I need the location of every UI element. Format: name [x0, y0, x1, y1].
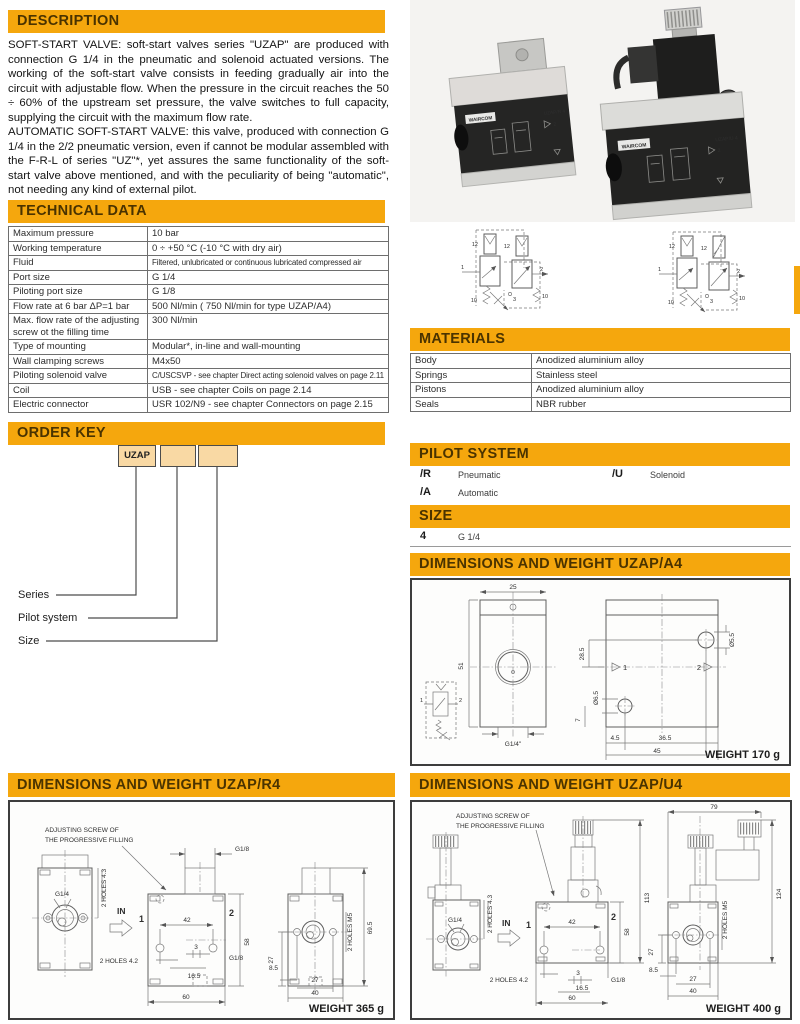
table-row	[9, 369, 389, 384]
materials-header	[410, 328, 790, 351]
u4-drawing-svg	[412, 802, 790, 1014]
a4-dim-51: 51	[458, 662, 465, 670]
size-title: SIZE	[419, 508, 453, 524]
order-key-box-series: UZAP	[118, 445, 156, 467]
table-row	[411, 368, 791, 383]
pilot-code-a: /A	[420, 486, 431, 498]
u4-dim-27-side: 27	[648, 948, 655, 956]
a4-dim-25: 25	[509, 584, 517, 591]
row-label: Fluid	[9, 256, 148, 271]
a4-port1: 1	[623, 663, 628, 672]
dimensions-a4-drawing	[410, 578, 791, 766]
row-value: 0 ÷ +50 °C (-10 °C with dry air)	[148, 241, 389, 256]
a4-drawing-svg	[412, 580, 789, 760]
u4-dim-g18: G1/8	[611, 977, 626, 984]
u4-dim-2holes42: 2 HOLES 4.2	[489, 977, 528, 984]
row-value: NBR rubber	[532, 397, 791, 412]
u4-dim-2holesM5: 2 HOLES M5	[722, 900, 729, 940]
u4-dim-40: 40	[689, 988, 697, 995]
row-label: Working temperature	[9, 241, 148, 256]
order-key-diagram	[8, 445, 389, 650]
dimensions-a4-title: DIMENSIONS AND WEIGHT UZAP/A4	[419, 556, 683, 572]
table-row	[9, 270, 389, 285]
sch-label-1: 1	[658, 267, 662, 273]
r4-dim-8-5: 8.5	[268, 965, 278, 972]
sch-label-2: 2	[540, 267, 544, 273]
dimensions-r4-header	[8, 773, 395, 797]
dimensions-u4-drawing	[410, 800, 792, 1020]
pilot-label-automatic: Automatic	[458, 488, 499, 498]
pilot-label-solenoid: Solenoid	[650, 470, 686, 480]
a4-dim-g14: G1/4"	[504, 741, 522, 748]
table-row	[9, 398, 389, 413]
description-paragraph-2: AUTOMATIC SOFT-START VALVE: this valve, produced with connection G 1/4 in the 2/2 pneumatic version, even if cannot be modular assembled with the F-R-L of series "UZ"*, yet assures the same functionality of the soft-start valve above mentioned, and with the peculiarity of being "automatic", not needing any kind of external pilot.	[8, 126, 389, 197]
in-arrow-icon	[110, 920, 132, 936]
u4-in-label: IN	[502, 918, 511, 928]
sch-label-10: 10	[739, 296, 746, 302]
r4-dim-g18-bottom: G1/8	[229, 955, 244, 962]
a4-symbol-port1: 1	[419, 698, 423, 704]
row-label: Piloting solenoid valve	[9, 369, 148, 384]
u4-dim-124: 124	[776, 888, 783, 900]
a4-dim-36-5: 36.5	[658, 735, 672, 742]
valve1-model-label: UZAP/R 4	[543, 109, 566, 117]
technical-data-title: TECHNICAL DATA	[17, 203, 147, 219]
r4-dim-27-side: 27	[268, 956, 275, 964]
row-label: Body	[411, 354, 532, 369]
r4-dim-2holes43: 2 HOLES 4.3	[101, 868, 108, 908]
r4-dim-69-5: 69.5	[367, 921, 374, 935]
u4-port2: 2	[611, 912, 617, 922]
row-value: USR 102/N9 - see chapter Connectors on page 2.15	[148, 398, 389, 413]
row-label: Flow rate at 6 bar ΔP=1 bar	[9, 299, 148, 314]
row-value: C/USCSVP - see chapter Direct acting solenoid valves on page 2.11	[148, 369, 389, 384]
u4-note-line2: THE PROGRESSIVE FILLING	[456, 823, 545, 830]
row-label: Max. flow rate of the adjusting screw ot the filling time	[9, 314, 148, 340]
technical-data-table	[8, 226, 389, 413]
description-paragraph-1: SOFT-START VALVE: soft-start valves series "UZAP" are produced with connection G 1/4 in the pneumatic and solenoid actuated versions. The working of the soft-start valve consists in feeding gradually air into the circuit with adjustable flow. When the pressure in the circuit reaches the 50 ÷ 60% of the upstream set pressure, the valve switches to full capacity, supplying the circuit with the maximum flow rate.	[8, 39, 389, 124]
pilot-code-r: /R	[420, 468, 431, 480]
r4-dim-16-5: 16.5	[187, 973, 201, 980]
table-row	[9, 299, 389, 314]
row-label: Wall clamping screws	[9, 354, 148, 369]
product-photos	[410, 0, 795, 325]
port2-mark: 2	[717, 147, 721, 155]
a4-dim-4-5: 4.5	[610, 735, 620, 742]
row-label: Seals	[411, 397, 532, 412]
dimensions-u4-header	[410, 773, 790, 797]
materials-table	[410, 353, 791, 412]
table-row	[9, 285, 389, 300]
port2-mark: 2	[553, 121, 557, 128]
dimensions-u4-title: DIMENSIONS AND WEIGHT UZAP/U4	[419, 777, 683, 793]
row-label: Maximum pressure	[9, 227, 148, 242]
u4-dim-27-bottom: 27	[689, 976, 697, 983]
r4-dim-g14: G1/4	[54, 891, 70, 898]
brand-logo: WAIRCOM	[621, 142, 647, 151]
dimensions-r4-title: DIMENSIONS AND WEIGHT UZAP/R4	[17, 777, 281, 793]
knurled-cap-icon	[667, 17, 699, 20]
row-value: Filtered, unlubricated or continuous lubricated compressed air	[148, 256, 389, 271]
row-label: Port size	[9, 270, 148, 285]
table-row	[9, 314, 389, 340]
u4-dim-3: 3	[576, 970, 580, 977]
r4-in-label: IN	[117, 906, 126, 916]
table-row	[9, 383, 389, 398]
row-value: Anodized aluminium alloy	[532, 383, 791, 398]
order-key-box-size	[198, 445, 238, 467]
row-label: Coil	[9, 383, 148, 398]
row-value: M4x50	[148, 354, 389, 369]
order-key-box-pilot	[160, 445, 196, 467]
r4-drawing-svg	[10, 802, 393, 1014]
sch-label-1: 1	[461, 265, 465, 271]
size-label: G 1/4	[458, 532, 481, 542]
order-key-title: ORDER KEY	[17, 425, 106, 441]
order-key-label-pilot-system: Pilot system	[18, 612, 78, 624]
r4-note-line2: THE PROGRESSIVE FILLING	[45, 837, 134, 844]
table-row	[9, 227, 389, 242]
order-key-header	[8, 422, 385, 445]
r4-dim-27-bottom: 27	[311, 977, 319, 984]
a4-port2: 2	[696, 663, 701, 672]
r4-dim-2holes42: 2 HOLES 4.2	[99, 958, 138, 965]
pilot-label-pneumatic: Pneumatic	[458, 470, 501, 480]
r4-dim-2holesM5: 2 HOLES M5	[347, 912, 354, 952]
u4-dim-42: 42	[568, 919, 576, 926]
row-value: G 1/8	[148, 285, 389, 300]
row-value: 500 Nl/min ( 750 Nl/min for type UZAP/A4)	[148, 299, 389, 314]
r4-port1: 1	[138, 914, 144, 924]
row-label: Springs	[411, 368, 532, 383]
schematic-solenoid	[658, 232, 745, 312]
description-text	[8, 38, 389, 198]
a4-dim-7: 7	[575, 718, 582, 722]
r4-dim-3: 3	[194, 944, 198, 951]
pilot-system-title: PILOT SYSTEM	[419, 446, 529, 462]
in-arrow-icon	[498, 930, 520, 946]
u4-dim-8-5: 8.5	[648, 967, 658, 974]
r4-dim-60: 60	[182, 994, 190, 1001]
row-value: Modular*, in-line and wall-mounting	[148, 340, 389, 355]
size-header	[410, 505, 790, 528]
row-value: Anodized aluminium alloy	[532, 354, 791, 369]
dimensions-a4-header	[410, 553, 790, 576]
a4-dim-45: 45	[653, 748, 661, 755]
schematic-pneumatic	[461, 230, 548, 310]
a4-dim-hole-top: Ø5.5	[729, 632, 736, 648]
technical-data-header	[8, 200, 385, 223]
description-header	[8, 10, 385, 33]
row-value: Stainless steel	[532, 368, 791, 383]
order-key-label-series: Series	[18, 589, 50, 601]
row-label: Type of mounting	[9, 340, 148, 355]
r4-note-line1: ADJUSTING SCREW OF	[45, 827, 119, 834]
page-edge-tab	[794, 266, 800, 314]
r4-dim-g18-top: G1/8	[235, 846, 250, 853]
u4-dim-g14: G1/4	[447, 917, 463, 924]
row-value: G 1/4	[148, 270, 389, 285]
a4-symbol-port2: 2	[459, 698, 463, 704]
sch-label-12: 12	[471, 242, 478, 248]
table-row	[9, 256, 389, 271]
description-title: DESCRIPTION	[17, 13, 120, 29]
valve2-model-label: UZAP/U 4	[715, 135, 739, 144]
u4-note-line1: ADJUSTING SCREW OF	[456, 813, 530, 820]
r4-port2: 2	[229, 908, 235, 918]
r4-weight: WEIGHT 365 g	[308, 1003, 384, 1015]
a4-dim-hole-bottom: Ø6.5	[593, 690, 600, 706]
r4-dim-40: 40	[311, 990, 319, 997]
sch-label-10: 10	[667, 300, 674, 306]
r4-dim-58: 58	[244, 938, 251, 946]
u4-dim-16-5: 16.5	[575, 985, 589, 992]
sch-label-3: 3	[710, 299, 714, 305]
table-row	[411, 397, 791, 412]
a4-weight: WEIGHT 170 g	[704, 749, 780, 761]
sch-label-2: 2	[737, 269, 741, 275]
sch-label-3: 3	[513, 297, 517, 303]
u4-weight: WEIGHT 400 g	[705, 1003, 781, 1015]
divider	[410, 546, 791, 547]
row-label: Pistons	[411, 383, 532, 398]
order-key-label-size: Size	[18, 635, 40, 647]
row-value: 300 Nl/min	[148, 314, 389, 340]
u4-dim-60: 60	[568, 995, 576, 1002]
sch-label-10: 10	[470, 298, 477, 304]
sch-label-12: 12	[700, 246, 707, 252]
table-row	[9, 340, 389, 355]
r4-dim-42: 42	[183, 917, 191, 924]
pilot-code-u: /U	[612, 468, 623, 480]
pilot-system-header	[410, 443, 790, 466]
u4-dim-113: 113	[644, 892, 651, 904]
u4-dim-2holes43: 2 HOLES 4.3	[487, 894, 494, 934]
row-value: USB - see chapter Coils on page 2.14	[148, 383, 389, 398]
table-row	[411, 354, 791, 369]
sch-label-10: 10	[542, 294, 549, 300]
u4-dim-79: 79	[710, 804, 718, 811]
table-row	[411, 383, 791, 398]
row-value: 10 bar	[148, 227, 389, 242]
row-label: Electric connector	[9, 398, 148, 413]
size-code: 4	[420, 530, 427, 542]
a4-valve-symbol	[420, 682, 462, 740]
a4-dim-28-5: 28.5	[579, 647, 586, 661]
u4-dim-58: 58	[624, 928, 631, 936]
materials-title: MATERIALS	[419, 331, 506, 347]
dimensions-r4-drawing	[8, 800, 395, 1020]
u4-port1: 1	[525, 920, 531, 930]
brand-logo: WAIRCOM	[468, 116, 493, 124]
sch-label-12: 12	[503, 244, 510, 250]
row-label: Piloting port size	[9, 285, 148, 300]
table-row	[9, 354, 389, 369]
sch-label-12: 12	[668, 244, 675, 250]
table-row	[9, 241, 389, 256]
